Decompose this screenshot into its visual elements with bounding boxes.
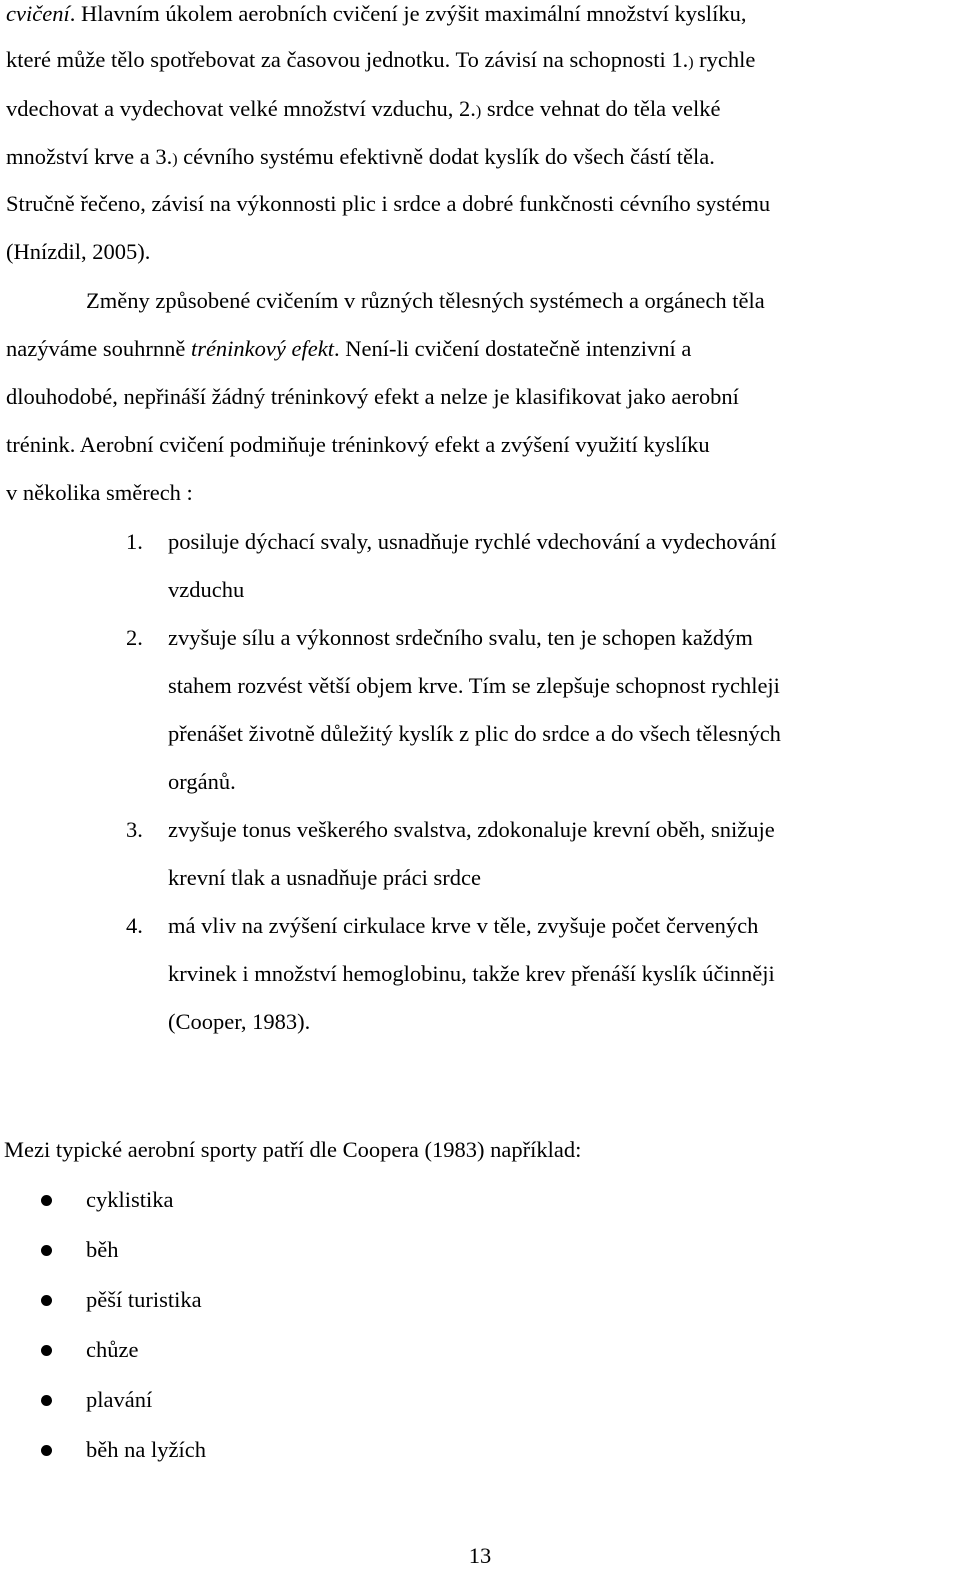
paragraph-1-line-3 bbox=[6, 95, 720, 126]
bullet-icon bbox=[41, 1395, 52, 1406]
small-paren: ) bbox=[688, 54, 694, 71]
paragraph-1-line-2 bbox=[6, 46, 755, 77]
bullet-item-label: chůze bbox=[86, 1337, 139, 1362]
text-run: cévního systému efektivně dodat kyslík do všech částí těla. bbox=[177, 144, 715, 169]
paragraph-2-line-2 bbox=[6, 335, 691, 363]
paragraph-1-line-5: Stručně řečeno, závisí na výkonnosti plic i srdce a dobré funkčnosti cévního systému bbox=[6, 191, 771, 216]
paragraph-2-line-4: trénink. Aerobní cvičení podmiňuje tréninkový efekt a zvýšení využití kyslíku bbox=[6, 432, 710, 457]
list-item-line: přenášet životně důležitý kyslík z plic do srdce a do všech tělesných bbox=[168, 721, 781, 746]
bullet-icon bbox=[41, 1195, 52, 1206]
list-item-line: (Cooper, 1983). bbox=[168, 1009, 311, 1034]
bullet-item-label: plavání bbox=[86, 1387, 153, 1412]
text-run: . Hlavním úkolem aerobních cvičení je zvýšit maximální množství kyslíku, bbox=[69, 1, 747, 26]
list-number: 4. bbox=[126, 913, 143, 938]
page-number: 13 bbox=[468, 1543, 492, 1568]
italic-word: cvičení bbox=[6, 1, 70, 26]
small-paren: ) bbox=[172, 151, 178, 168]
list-item-line: stahem rozvést větší objem krve. Tím se zlepšuje schopnost rychleji bbox=[168, 673, 780, 698]
sports-intro: Mezi typické aerobní sporty patří dle Coopera (1983) například: bbox=[4, 1137, 582, 1162]
bullet-icon bbox=[41, 1345, 52, 1356]
paragraph-2-line-5: v několika směrech : bbox=[6, 480, 193, 505]
list-item-line: má vliv na zvýšení cirkulace krve v těle, zvyšuje počet červených bbox=[168, 913, 759, 938]
small-paren: ) bbox=[475, 103, 482, 120]
paragraph-1-line-4 bbox=[6, 143, 715, 174]
bullet-icon bbox=[41, 1245, 52, 1256]
italic-term: tréninkový efekt bbox=[190, 336, 334, 361]
list-number: 2. bbox=[126, 625, 143, 650]
list-item-line: krevní tlak a usnadňuje práci srdce bbox=[168, 865, 482, 890]
list-item-line: zvyšuje tonus veškerého svalstva, zdokonaluje krevní oběh, snižuje bbox=[168, 817, 775, 842]
paragraph-2-line-3: dlouhodobé, nepřináší žádný tréninkový efekt a nelze je klasifikovat jako aerobní bbox=[6, 384, 739, 409]
list-item-line: orgánů. bbox=[168, 769, 236, 794]
text-run: které může tělo spotřebovat za časovou jednotku. To závisí na schopnosti 1. bbox=[6, 47, 689, 72]
bullet-item-label: cyklistika bbox=[86, 1187, 174, 1212]
text-run: srdce vehnat do těla velké bbox=[481, 96, 721, 121]
paragraph-1-line-6: (Hnízdil, 2005). bbox=[6, 239, 151, 264]
text-run: nazýváme souhrnně bbox=[6, 336, 191, 361]
text-run: množství krve a 3. bbox=[6, 144, 173, 169]
list-item-line: zvyšuje sílu a výkonnost srdečního svalu, ten je schopen každým bbox=[168, 625, 753, 650]
paragraph-2-line-1: Změny způsobené cvičením v různých tělesných systémech a orgánech těla bbox=[86, 288, 765, 313]
bullet-item-label: běh bbox=[86, 1237, 119, 1262]
list-item-line: vzduchu bbox=[168, 577, 245, 602]
bullet-icon bbox=[41, 1445, 52, 1456]
list-number: 1. bbox=[126, 529, 143, 554]
text-run: vdechovat a vydechovat velké množství vzduchu, 2. bbox=[6, 96, 476, 121]
bullet-item-label: pěší turistika bbox=[86, 1287, 202, 1312]
text-run: . Není-li cvičení dostatečně intenzivní a bbox=[333, 336, 692, 361]
bullet-item-label: běh na lyžích bbox=[86, 1437, 206, 1462]
bullet-icon bbox=[41, 1295, 52, 1306]
paragraph-1-line-1 bbox=[6, 0, 746, 28]
list-number: 3. bbox=[126, 817, 143, 842]
list-item-line: krvinek i množství hemoglobinu, takže krev přenáší kyslík účinněji bbox=[168, 961, 775, 986]
list-item-line: posiluje dýchací svaly, usnadňuje rychlé vdechování a vydechování bbox=[168, 529, 777, 554]
text-run: rychle bbox=[693, 47, 756, 72]
